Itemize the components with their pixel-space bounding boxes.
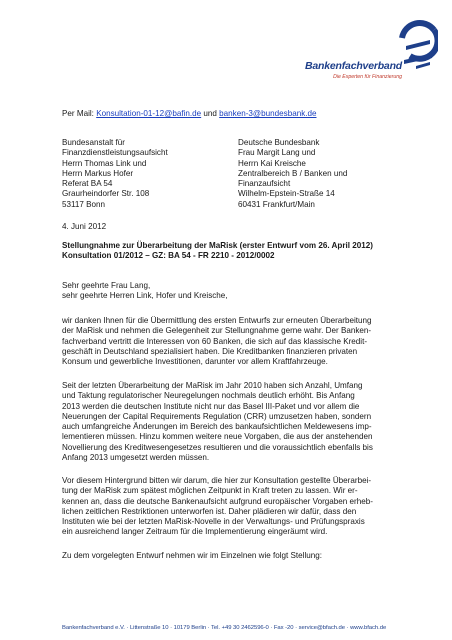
paragraph-line: Novellierung des Kreditwesengesetzes resultieren und die voraussichtlich ebenfalls bis xyxy=(62,442,373,452)
recipient-bafin xyxy=(62,138,168,210)
recipient-line: Bundesanstalt für xyxy=(62,138,125,147)
recipient-line: Frau Margit Lang und xyxy=(238,148,316,158)
paragraph-background xyxy=(62,381,394,463)
paragraph-line: tung der MaRisk zum spätest möglichen Zeitpunkt in Kraft treten zu lassen. Wir er- xyxy=(62,486,358,496)
paragraph-intro xyxy=(62,316,394,367)
salutation-line: sehr geehrte Herren Link, Hofer und Kreische, xyxy=(62,291,228,301)
paragraph-request xyxy=(62,476,394,538)
recipient-line: 60431 Frankfurt/Main xyxy=(238,199,315,209)
paragraph-line: Anfang 2013 umgesetzt werden müssen. xyxy=(62,453,210,463)
paragraph-line: lichen zeitlichen Restriktionen unterworfen ist. Daher plädieren wir dafür, dass den xyxy=(62,506,357,516)
letter-footer: Bankenfachverband e.V. · Littenstraße 10 · 10179 Berlin · Tel. +49 30 2462596-0 · Fax -20 · service@bfach.de · www.bfach.de xyxy=(62,625,387,631)
mail-link-bundesbank[interactable]: banken-3@bundesbank.de xyxy=(219,109,317,118)
recipient-line: Zentralbereich B / Banken und xyxy=(238,168,348,178)
paragraph-line: der MaRisk und nehmen die Gelegenheit zur Stellungnahme gerne wahr. Der Banken- xyxy=(62,326,372,336)
recipient-line: Finanzdienstleistungsaufsicht xyxy=(62,148,168,158)
mail-line xyxy=(62,109,317,119)
recipient-line: Graurheindorfer Str. 108 xyxy=(62,189,150,199)
paragraph-line: wir danken Ihnen für die Übermittlung des ersten Entwurfs zur erneuten Überarbeitung xyxy=(62,316,372,325)
bfach-logo-icon xyxy=(396,10,438,70)
paragraph-line: lementieren müssen. Hinzu kommen weitere neue Vorgaben, die aus der anstehenden xyxy=(62,432,373,442)
recipient-line: Deutsche Bundesbank xyxy=(238,138,320,147)
subject-line: Stellungnahme zur Überarbeitung der MaRisk (erster Entwurf vom 26. April 2012) xyxy=(62,241,373,250)
paragraph-line: kennen an, dass die deutsche Bankenaufsicht aufgrund europäischer Vorgaben erheb- xyxy=(62,496,373,506)
recipient-line: Finanzaufsicht xyxy=(238,179,291,189)
paragraph-line: Instituten wie bei der letzten MaRisk-Novelle in der Verwaltungs- und Prüfungspraxis xyxy=(62,517,365,527)
paragraph-line: ein ausreichend langer Zeitraum für die Implementierung eingeräumt wird. xyxy=(62,527,328,537)
salutation-line: Sehr geehrte Frau Lang, xyxy=(62,281,151,290)
paragraph-line: Seit der letzten Überarbeitung der MaRisk im Jahr 2010 haben sich Anzahl, Umfang xyxy=(62,381,363,390)
paragraph-line: auch umfangreiche Änderungen im Bereich des bankaufsichtlichen Meldewesens imp- xyxy=(62,422,372,432)
paragraph-line: und Taktung regulatorischer Neuregelungen nochmals deutlich erhöht. Bis Anfang xyxy=(62,391,355,401)
letter-subject xyxy=(62,241,373,262)
recipient-line: Herrn Thomas Link und xyxy=(62,158,147,168)
paragraph-line: fachverband vertritt die Interessen von 60 Banken, die sich auf das klassische Kredit- xyxy=(62,336,368,346)
letter-date: 4. Juni 2012 xyxy=(62,222,107,231)
paragraph-line: 2013 werden die deutschen Institute nicht nur das Basel III-Paket und vor allem die xyxy=(62,401,360,411)
mail-prefix: Per Mail: xyxy=(62,109,97,118)
paragraph-line: Zu dem vorgelegten Entwurf nehmen wir im Einzelnen wie folgt Stellung: xyxy=(62,551,323,560)
logo xyxy=(288,10,438,82)
paragraph-line: geschäft in Deutschland spezialisiert haben. Die Kreditbanken finanzieren privaten xyxy=(62,346,358,356)
recipient-bundesbank xyxy=(238,138,347,210)
salutation xyxy=(62,281,228,302)
logo-slogan: Die Experten für Finanzierung xyxy=(333,74,402,80)
paragraph-closing xyxy=(62,551,394,561)
mail-joiner: und xyxy=(201,109,220,118)
paragraph-line: Neuerungen der Capital Requirements Regulation (CRR) umzusetzen haben, sondern xyxy=(62,411,372,421)
mail-link-bafin[interactable]: Konsultation-01-12@bafin.de xyxy=(96,109,202,118)
recipient-line: 53117 Bonn xyxy=(62,199,106,209)
paragraph-line: Konsum und gewerbliche Investitionen, darunter vor allem Kraftfahrzeuge. xyxy=(62,357,328,367)
recipient-line: Herrn Kai Kreische xyxy=(238,158,306,168)
recipient-line: Referat BA 54 xyxy=(62,179,113,189)
logo-name: Bankenfachverband xyxy=(305,60,402,72)
paragraph-line: Vor diesem Hintergrund bitten wir darum, die hier zur Konsultation gestellte Überarbei- xyxy=(62,476,372,485)
subject-line: Konsultation 01/2012 – GZ: BA 54 - FR 2210 - 2012/0002 xyxy=(62,251,275,261)
recipient-line: Herrn Markus Hofer xyxy=(62,168,134,178)
recipient-line: Wilhelm-Epstein-Straße 14 xyxy=(238,189,335,199)
